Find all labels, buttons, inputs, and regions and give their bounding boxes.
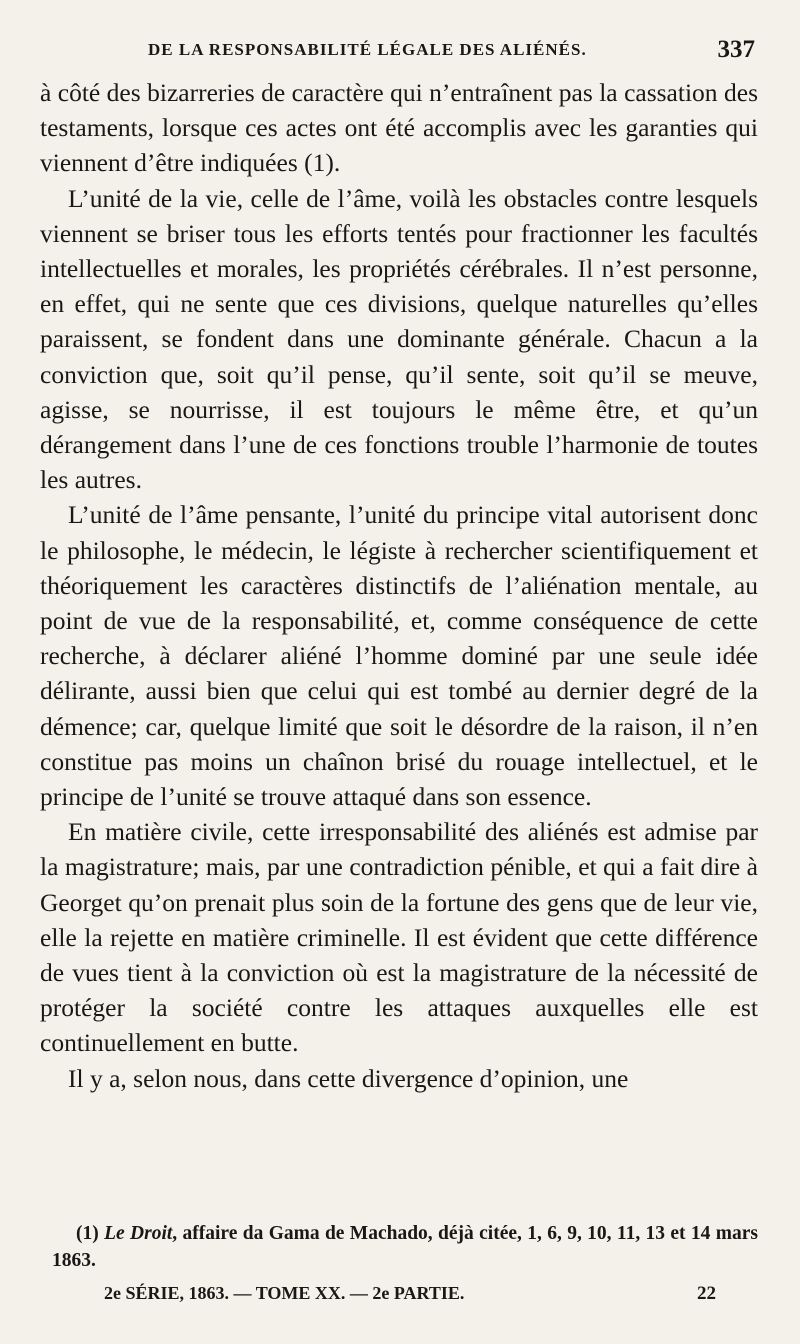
paragraph: L’unité de la vie, celle de l’âme, voilà les obstacles contre lesquels viennent se briser tous les efforts tentés pour fractionner les facultés intellectuelles et morales, les propriétés cérébrales. Il n’est personne, en effet, qui ne sente que ces divisions, quelque naturelles qu’elles paraissent, se fondent dans une dominante générale. Chacun a la conviction que, soit qu’il pense, qu’il sente, soit qu’il se meuve, agisse, se nourrisse, il est toujours le même être, et qu’un dérangement dans l’une de ces fonctions trouble l’harmonie de toutes les autres.: [40, 183, 758, 495]
paragraph-continued: à côté des bizarreries de caractère qui n’entraînent pas la cassation des testaments, lorsque ces actes ont été accomplis avec les garanties qui viennent d’être indiquées (1).: [40, 78, 758, 178]
footnote-source: Le Droit: [104, 1223, 173, 1244]
page-number: 337: [717, 36, 755, 63]
footnote-marker: (1): [76, 1223, 99, 1244]
paragraph: L’unité de l’âme pensante, l’unité du principe vital autorisent donc le philosophe, le médecin, le légiste à rechercher scientifiquement et théoriquement les caractères distinctifs de l’aliénation mentale, au point de vue de la responsabilité, et, comme conséquence de cette recherche, à déclarer aliéné l’homme dominé par une seule idée délirante, aussi bien que celui qui est tombé au dernier degré de la démence; car, quelque limité que soit le désordre de la raison, il n’en constitue pas moins un chaînon brisé du rouage intellectuel, et le principe de l’unité se trouve attaqué dans son essence.: [40, 500, 758, 812]
sheet-number: 22: [697, 1283, 716, 1304]
page-header: [40, 36, 755, 70]
footnote-body: , affaire da Gama de Machado, déjà citée, 1, 6, 9, 10, 11, 13 et 14 mars 1863.: [52, 1223, 758, 1271]
footnote: [52, 1220, 758, 1274]
paragraph: En matière civile, cette irresponsabilité des aliénés est admise par la magistrature; mais, par une contradiction pénible, et qui a fait dire à Georget qu’on prenait plus soin de la fortune des gens que de leur vie, elle la rejette en matière criminelle. Il est évident que cette différence de vues tient à la conviction où est la magistrature de la nécessité de protéger la société contre les attaques auxquelles elle est continuellement en butte.: [40, 817, 758, 1058]
running-head: DE LA RESPONSABILITÉ LÉGALE DES ALIÉNÉS.: [148, 40, 587, 59]
body-text: [40, 75, 758, 1096]
paragraph: Il y a, selon nous, dans cette divergence d’opinion, une: [68, 1063, 629, 1093]
series-info: 2e SÉRIE, 1863. — TOME XX. — 2e PARTIE.: [104, 1283, 465, 1303]
printer-signature: [104, 1283, 716, 1309]
footnote-text: [52, 1220, 758, 1274]
